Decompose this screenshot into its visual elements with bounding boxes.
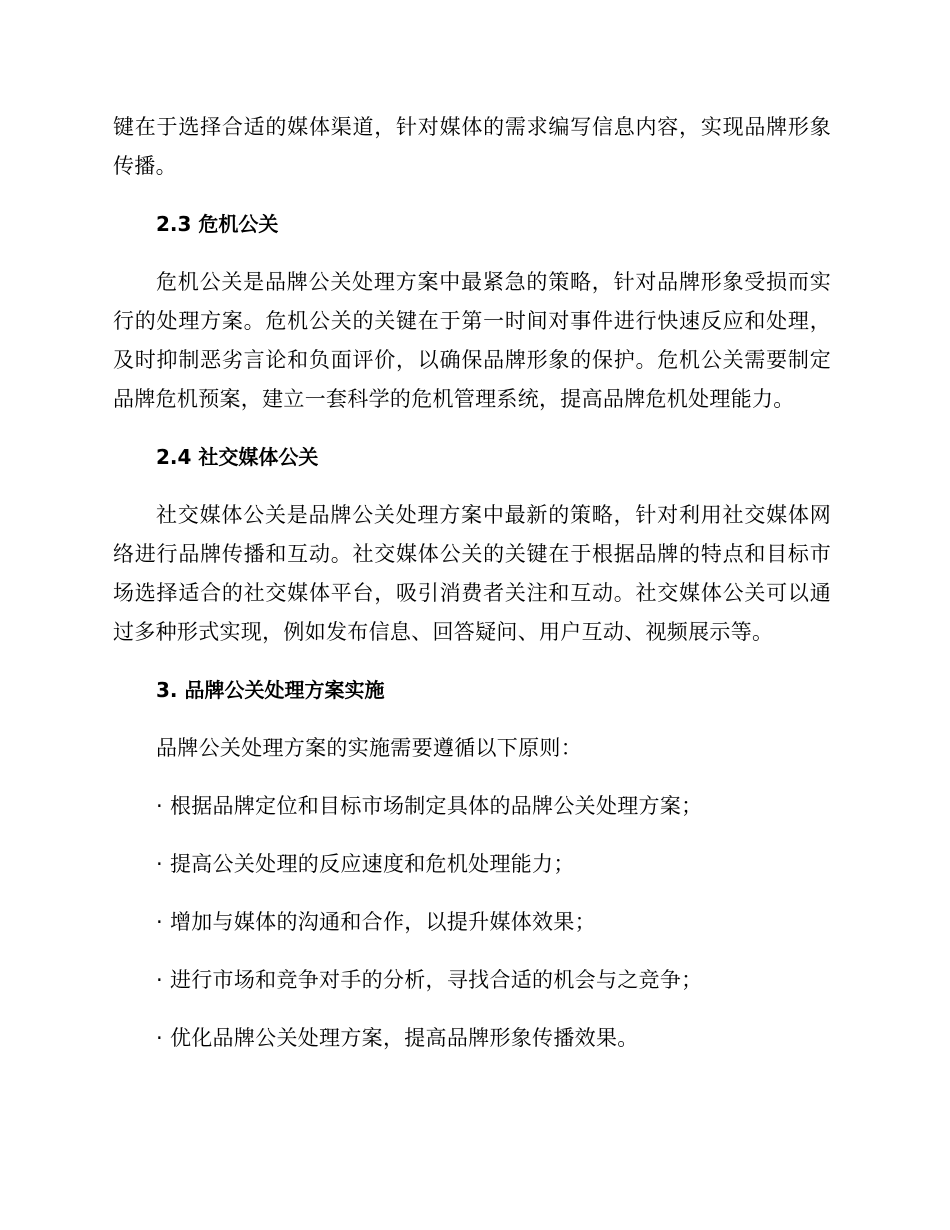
intro-paragraph: 键在于选择合适的媒体渠道，针对媒体的需求编写信息内容，实现品牌形象传播。 <box>113 115 831 178</box>
section-3-intro: 品牌公关处理方案的实施需要遵循以下原则： <box>156 736 582 760</box>
section-2-3-heading: 2.3 危机公关 <box>156 212 279 236</box>
document-body <box>113 108 831 1058</box>
principle-item-4: · 进行市场和竞争对手的分析，寻找合适的机会与之竞争； <box>156 968 703 992</box>
section-3-heading: 3. 品牌公关处理方案实施 <box>156 678 385 702</box>
section-2-4-heading: 2.4 社交媒体公关 <box>156 445 319 469</box>
principle-item-1: · 根据品牌定位和目标市场制定具体的品牌公关处理方案； <box>156 794 703 818</box>
principle-item-5: · 优化品牌公关处理方案，提高品牌形象传播效果。 <box>156 1026 639 1050</box>
section-2-4-paragraph: 社交媒体公关是品牌公关处理方案中最新的策略，针对利用社交媒体网络进行品牌传播和互动。社交媒体公关的关键在于根据品牌的特点和目标市场选择适合的社交媒体平台，吸引消费者关注和互动。社交媒体公关可以通过多种形式实现，例如发布信息、回答疑问、用户互动、视频展示等。 <box>113 503 831 644</box>
principle-item-3: · 增加与媒体的沟通和合作，以提升媒体效果； <box>156 910 596 934</box>
principle-item-2: · 提高公关处理的反应速度和危机处理能力； <box>156 852 575 876</box>
section-2-3-paragraph: 危机公关是品牌公关处理方案中最紧急的策略，针对品牌形象受损而实行的处理方案。危机公关的关键在于第一时间对事件进行快速反应和处理，及时抑制恶劣言论和负面评价，以确保品牌形象的保护。危机公关需要制定品牌危机预案，建立一套科学的危机管理系统，提高品牌危机处理能力。 <box>113 270 831 411</box>
